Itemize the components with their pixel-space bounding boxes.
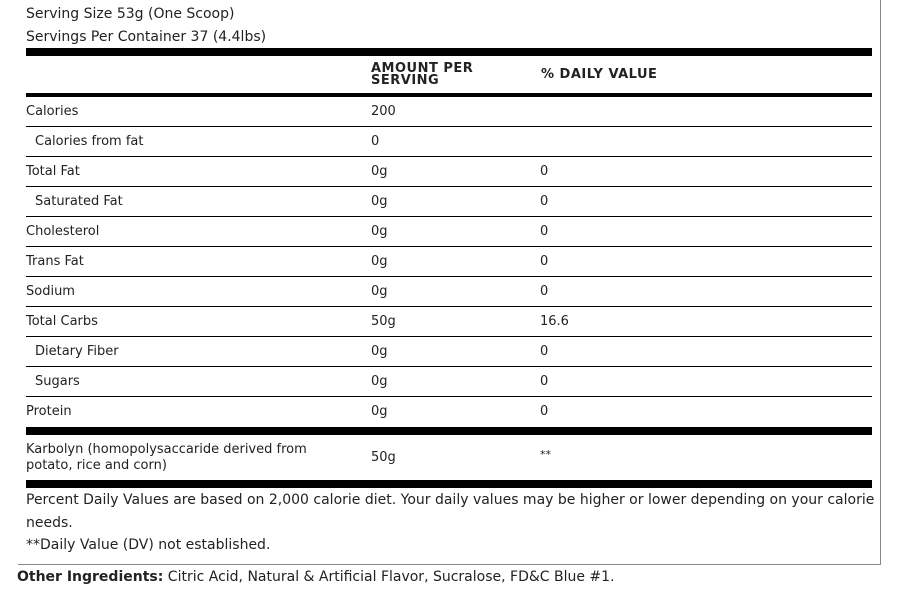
table-row <box>26 337 872 367</box>
table-row <box>26 157 872 187</box>
other-ingredients <box>17 568 615 586</box>
nutrient-name: Sodium <box>26 284 75 299</box>
top-divider-bar <box>26 48 872 56</box>
nutrient-name: Cholesterol <box>26 224 100 239</box>
table-row <box>26 97 872 127</box>
table-row <box>26 187 872 217</box>
nutrient-amount: 0g <box>371 284 388 299</box>
other-ingredients-label: Other Ingredients: <box>17 569 164 585</box>
nutrient-name: Trans Fat <box>26 254 84 269</box>
table-row <box>26 127 872 157</box>
nutrient-dv: 0 <box>540 224 549 239</box>
table-row <box>26 397 872 427</box>
table-row <box>26 307 872 337</box>
nutrient-dv: 16.6 <box>540 314 569 329</box>
nutrient-amount: 0g <box>371 254 388 269</box>
nutrient-amount: 0g <box>371 224 388 239</box>
nutrient-name: Saturated Fat <box>35 194 123 209</box>
nutrient-dv: 0 <box>540 284 549 299</box>
serving-size: Serving Size 53g (One Scoop) <box>26 6 235 22</box>
nutrient-dv: 0 <box>540 344 549 359</box>
nutrient-amount: 0g <box>371 344 388 359</box>
table-row <box>26 247 872 277</box>
nutrient-amount: 0g <box>371 194 388 209</box>
table-row <box>26 217 872 247</box>
nutrient-name: Total Carbs <box>26 314 98 329</box>
nutrient-name: Sugars <box>35 374 80 389</box>
nutrient-amount: 0g <box>371 374 388 389</box>
nutrient-name: Calories from fat <box>35 134 144 149</box>
table-row <box>26 367 872 397</box>
nutrient-name: Total Fat <box>26 164 80 179</box>
nutrient-name: Dietary Fiber <box>35 344 119 359</box>
dv-not-established-note: **Daily Value (DV) not established. <box>26 537 271 553</box>
nutrient-dv: 0 <box>540 164 549 179</box>
nutrient-amount: 0g <box>371 164 388 179</box>
footnote <box>26 489 876 557</box>
karbolyn-dv: ** <box>540 448 551 461</box>
nutrient-amount: 0g <box>371 404 388 419</box>
servings-per-container: Servings Per Container 37 (4.4lbs) <box>26 29 267 45</box>
karbolyn-row <box>26 436 872 480</box>
bottom-divider-bar <box>26 480 872 488</box>
protein-divider-bar <box>26 427 872 435</box>
nutrient-amount: 200 <box>371 104 396 119</box>
nutrient-dv: 0 <box>540 194 549 209</box>
nutrient-amount: 50g <box>371 314 396 329</box>
other-ingredients-text: Citric Acid, Natural & Artificial Flavor, Sucralose, FD&C Blue #1. <box>163 569 615 585</box>
amount-per-serving-header: AMOUNT PER SERVING <box>371 61 474 88</box>
karbolyn-name: Karbolyn (homopolysaccaride derived from potato, rice and corn) <box>26 442 307 473</box>
nutrient-name: Protein <box>26 404 72 419</box>
karbolyn-amount: 50g <box>371 450 396 465</box>
nutrient-dv: 0 <box>540 374 549 389</box>
nutrient-dv: 0 <box>540 254 549 269</box>
daily-value-header: % DAILY VALUE <box>541 67 658 82</box>
nutrient-dv: 0 <box>540 404 549 419</box>
table-row <box>26 277 872 307</box>
percent-daily-note: Percent Daily Values are based on 2,000 calorie diet. Your daily values may be higher or lower depending on your calorie needs. <box>26 492 875 531</box>
nutrient-name: Calories <box>26 104 79 119</box>
nutrient-amount: 0 <box>371 134 380 149</box>
